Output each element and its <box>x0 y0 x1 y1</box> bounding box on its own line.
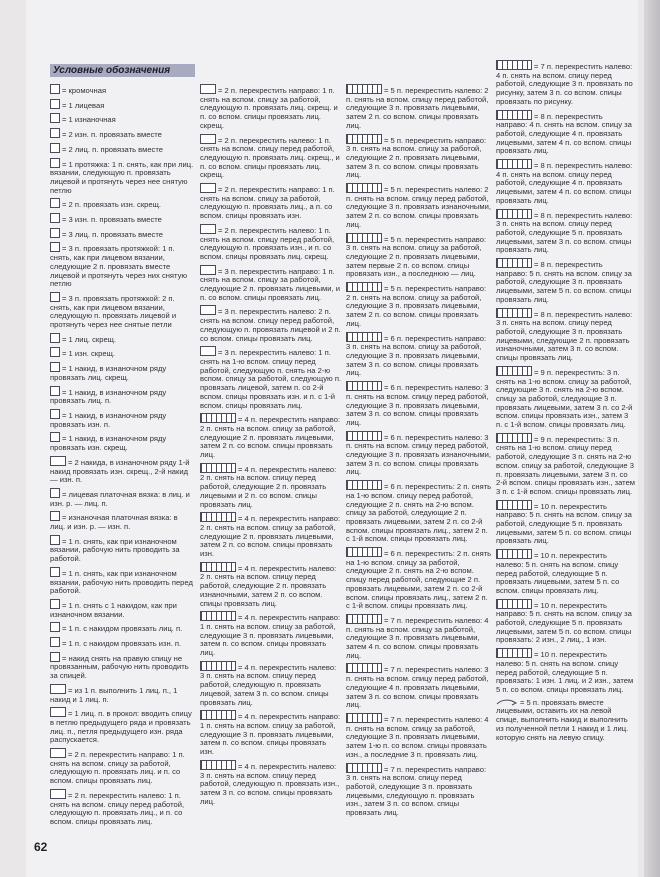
purl-icon <box>50 113 60 123</box>
cross-7-right-icon <box>346 663 382 673</box>
legend-item-text: = 3 п. провязать протяжкой: 1 п. снять, как при лицевом вязании, следующие 2 п. провязать вместе лицевой и протянуть через них снятую петлю <box>50 244 190 289</box>
legend-item <box>50 198 194 210</box>
legend-item-text: = 8 п. перекрестить направо: 4 п. снять на вспом. спицу за работой, следующие 4 п. провязать лицевыми, затем 4 п. со вспом. спицы провязать лиц. <box>496 111 634 156</box>
legend-item <box>496 366 636 430</box>
legend-item <box>200 183 342 221</box>
legend-item <box>50 128 194 140</box>
legend-item-text: = 9 п. перекрестить: 3 п. снять на 1-ю вспом. спицу перед работой, следующие 3 п. снять на 2-ю вспом. спицу за работой, следующие 3 п. провязать лицевыми, затем 3 п. со 2-й вспом. спицы провязать изн., затем 3 п. с 1-й вспом. спицы провязать лиц. <box>496 434 638 496</box>
cross-7-left-icon <box>346 614 382 624</box>
slip-purlwise-front-icon <box>50 567 60 577</box>
cross-8-right-5-3-icon <box>496 258 532 268</box>
legend-item <box>346 713 492 760</box>
legend-item-text: = 1 п. с накидом провязать лиц. п. <box>62 624 183 634</box>
knit-tbl-icon <box>50 333 60 343</box>
cross-2-left-icon <box>50 789 66 799</box>
legend-item <box>50 228 194 240</box>
legend-item <box>50 567 194 596</box>
legend-item-text: = 6 п. перекрестить: 2 п. снять на 1-ю вспом. спицу за работой, следующие 2 п. снять на 2-ю вспом. спицу перед работой, следующие 2 п. провязать лицевыми, затем 2 п. со 2-й вспом. спицы провязать лиц., затем 2 п. с 1-й вспом. спицы провязать лиц. <box>346 549 494 611</box>
legend-item-text: = 3 п. перекрестить налево: 2 п. снять на вспом. спицу перед работой, следующую п. провязать лицевой и 2 п. со вспом. спицы провязать лиц. <box>200 307 343 343</box>
legend-item-text: = изнаночная платочная вязка: в лиц. и изн. р. — изн. п. <box>50 513 180 532</box>
increase-one-to-three-icon <box>50 684 66 694</box>
legend-item <box>200 305 342 343</box>
legend-item <box>50 143 194 155</box>
legend-item <box>200 562 342 609</box>
legend-item <box>496 110 636 157</box>
cross-8-left-icon <box>496 159 532 169</box>
slip-purlwise-icon <box>50 535 60 545</box>
cross-4-right-1-3-purl-icon <box>200 710 236 720</box>
legend-item <box>50 535 194 564</box>
legend-item <box>496 500 636 547</box>
legend-item <box>496 599 636 646</box>
legend-item-text: = 1 п. снять, как при изнаночном вязании, рабочую нить проводить перед работой. <box>50 568 196 596</box>
legend-item <box>50 748 194 786</box>
cross-9-right-icon <box>496 366 532 376</box>
slip-knit-pass-icon <box>50 158 60 168</box>
page-number: 62 <box>34 840 48 854</box>
legend-item-text: = 4 п. перекрестить направо: 2 п. снять на вспом. спицу за работой, следующие 2 п. провязать лицевыми, затем 2 п. со вспом. спицы провязать изн. <box>200 514 343 559</box>
legend-item <box>50 242 194 289</box>
cross-6-right-icon <box>346 332 382 342</box>
legend-item-text: = 5 п. перекрестить направо: 2 п. снять на вспом. спицу за работой, следующие 3 п. провязать лицевыми, затем 2 п. со вспом. спицы провязать лиц. <box>346 284 489 328</box>
legend-item <box>346 134 492 181</box>
legend-item-text: = 1 п. снять с 1 накидом, как при изнаночном вязании. <box>50 600 180 619</box>
legend-column-2 <box>200 84 342 809</box>
legend-item <box>200 265 342 303</box>
yarn-over-purl-tbl-icon <box>50 432 60 442</box>
legend-item-text: = 10 п. перекрестить налево: 5 п. снять на вспом. спицу перед работой, следующие 5 п. провязать лицевыми, затем 5 п. со вспом. спицы провязать лиц. <box>496 551 622 595</box>
legend-item <box>200 224 342 262</box>
legend-item <box>346 282 492 329</box>
legend-item-text: = 2 п. перекрестить налево: 1 п. снять на вспом. спицу перед работой, следующую п. провязать изн., и п. со вспом. спицы провязать лиц. скрещ. <box>200 225 337 261</box>
legend-item-text: = 1 накид, в изнаночном ряду провязать лиц. скрещ. <box>50 364 169 382</box>
legend-item <box>50 707 194 745</box>
legend-item <box>200 413 342 460</box>
cross-3-left-center-icon <box>200 346 216 356</box>
cross-6-left-purl-icon <box>346 431 382 441</box>
legend-item-text: = 1 накид, в изнаночном ряду провязать изн. скрещ. <box>50 434 169 453</box>
cross-4-left-3-1-purl-icon <box>200 760 236 770</box>
double-decrease-icon <box>50 242 60 252</box>
cross-10-right-purl-icon <box>496 599 532 609</box>
legend-item-text: = 2 изн. п. провязать вместе <box>62 130 162 140</box>
legend-item-text: = 2 п. перекрестить налево: 1 п. снять на вспом. спицу перед работой, следующую п. провязать лиц. скрещ., и п. со вспом. спицы провязать лиц. скрещ. <box>200 135 342 180</box>
legend-item-text: = 8 п. перекрестить налево: 3 п. снять на вспом. спицу перед работой, следующие 3 п. провязать лицевыми, следующие 2 п. провязать изнаночными, затем 3 п. со вспом. спицы провязать лиц. <box>496 309 635 363</box>
legend-item-text: = 1 лицевая <box>62 100 105 110</box>
legend-item-text: = 4 п. перекрестить направо: 1 п. снять на вспом. спицу за работой, следующие 3 п. провязать лицевыми, затем п. со вспом. спицы провязать лиц. <box>200 613 343 658</box>
cross-8-right-icon <box>496 110 532 120</box>
legend-item <box>346 233 492 280</box>
legend-item <box>346 547 492 611</box>
pull-loop-arrow-icon <box>496 698 518 706</box>
k2tog-icon <box>50 143 60 153</box>
cross-9-left-icon <box>496 433 532 443</box>
reverse-stockinette-icon <box>50 511 60 521</box>
cross-4-left-3-1-icon <box>200 661 236 671</box>
cross-2-left-crossed-icon <box>200 134 216 144</box>
legend-item <box>496 258 636 305</box>
legend-item-text: = 10 п. перекрестить налево: 5 п. снять на вспом. спицу перед работой, следующие 5 п. провязать: 1 изн. 1 лиц. и 2 изн., затем 5 п. со вспом. спицы провязать лиц. <box>496 650 636 694</box>
legend-item-text: = 1 накид, в изнаночном ряду провязать лиц. п. <box>50 387 169 406</box>
double-yarn-over-icon <box>50 456 66 466</box>
p2tog-crossed-icon <box>50 198 60 208</box>
legend-item <box>496 433 636 497</box>
cross-3-right-icon <box>200 265 216 275</box>
legend-item <box>346 763 492 818</box>
cross-6-center-left-icon <box>346 547 382 557</box>
legend-item-text: = 4 п. перекрестить направо: 1 п. снять на вспом. спицу за работой, следующие 3 п. провязать лицевыми, затем п. со вспом. спицы провязать изн. <box>200 712 343 757</box>
legend-item <box>50 347 194 359</box>
legend-item-text: = 5 п. перекрестить налево: 2 п. снять на вспом. спицу перед работой, следующие 3 п. провязать изнаночными, затем 2 п. со вспом. спицы провязать лиц. <box>346 185 494 229</box>
legend-item <box>50 637 194 649</box>
legend-item-text: = 7 п. перекрестить налево: 4 п. снять на вспом. спицу за работой, следующие 3 п. провязать лицевыми, затем 1-ю п. со вспом. спицы провязать изн., а последние 3 п. провязать лиц. <box>346 715 491 759</box>
legend-item <box>50 99 194 111</box>
legend-item <box>346 614 492 661</box>
legend-item <box>50 684 194 704</box>
yarn-over-knit-icon <box>50 386 60 396</box>
cross-7-left-purl-icon <box>346 713 382 723</box>
legend-item <box>496 698 636 743</box>
legend-item-text: = 9 п. перекрестить: 3 п. снять на 1-ю вспом. спицу за работой, следующие 3 п. снять на 2-ю вспом. спицу за работой, следующие 3 п. провязать лицевыми, затем 3 п. со 2-й вспом. спицы провязать изн., затем 3 п. с 1-й вспом. спицы провязать лиц. <box>496 367 635 430</box>
legend-item <box>346 431 492 478</box>
legend-item-text: = лицевая платочная вязка: в лиц. и изн. р. — лиц. п. <box>50 489 192 508</box>
legend-item <box>496 159 636 206</box>
cross-4-right-purl-icon <box>200 512 236 522</box>
cross-6-left-icon <box>346 381 382 391</box>
legend-item-text: = 1 лиц. скрещ. <box>62 334 117 344</box>
cross-5-right-purl-icon <box>346 233 382 243</box>
legend-item <box>200 710 342 757</box>
edge-stitch-icon <box>50 84 60 94</box>
cross-4-right-icon <box>200 413 236 423</box>
legend-item-text: = 1 изн. скрещ. <box>62 349 115 359</box>
cross-10-right-icon <box>496 500 532 510</box>
stitch-with-yo-purl-icon <box>50 637 60 647</box>
double-decrease-alt-icon <box>50 292 60 302</box>
cross-4-right-1-3-icon <box>200 611 236 621</box>
legend-item <box>200 346 342 410</box>
legend-title: Условные обозначения <box>50 64 195 77</box>
cross-7-pattern-icon <box>496 60 532 70</box>
legend-item <box>50 599 194 619</box>
legend-item-text: = 7 п. перекрестить налево: 4 п. снять на вспом. спицу за работой, следующие 3 п. провязать лицевыми, затем 4 п. со вспом. спицы провязать лиц. <box>346 615 491 660</box>
legend-item <box>346 480 492 544</box>
elongated-knit-icon <box>50 707 66 717</box>
legend-item-text: = 2 п. перекрестить направо: 1 п. снять на вспом. спицу за работой, следующую п. провязать лиц. и п. со вспом. спицы провязать лиц. <box>50 750 187 786</box>
cross-3-left-icon <box>200 305 216 315</box>
legend-item <box>496 308 636 363</box>
legend-item-text: = 8 п. перекрестить направо: 5 п. снять на вспом. спицу за работой, следующие 3 п. провязать лицевыми, затем 5 п. со вспом. спицы провязать лиц. <box>496 260 634 304</box>
legend-item-text: = 10 п. перекрестить направо: 5 п. снять на вспом. спицу за работой, следующие 5 п. провязать лицевыми, затем 5 п. со вспом. спицы провязать лиц. <box>496 501 634 546</box>
yarn-over-right-needle-icon <box>50 652 60 662</box>
legend-column-1 <box>50 84 194 830</box>
cross-2-right-icon <box>50 748 66 758</box>
cross-5-left-icon <box>346 84 382 94</box>
legend-item <box>50 84 194 96</box>
legend-item-text: = 7 п. перекрестить налево: 4 п. снять на вспом. спицу перед работой, следующие 3 п. провязать по рисунку, затем 3 п. со вспом. спицы провязать по рисунку. <box>496 62 635 106</box>
legend-item <box>200 661 342 708</box>
legend-item-text: = 1 п. снять, как при изнаночном вязании, рабочую нить проводить за работой. <box>50 536 182 564</box>
legend-item-text: = 5 п. перекрестить налево: 2 п. снять на вспом. спицу перед работой, следующие 3 п. провязать лицевыми, затем 2 п. со вспом. спицы провязать лиц. <box>346 86 491 130</box>
stockinette-icon <box>50 488 60 498</box>
stitch-with-yo-knit-icon <box>50 622 60 632</box>
purl-tbl-icon <box>50 347 60 357</box>
cross-8-left-purl-icon <box>496 308 532 318</box>
legend-item-text: = 2 п. перекрестить направо: 1 п. снять на вспом. спицу за работой, следующую п. провязать лиц., а п. со вспом. спицы провязать изн. <box>200 185 337 221</box>
cross-10-left-purl-icon <box>496 648 532 658</box>
legend-item <box>50 652 194 681</box>
p2tog-icon <box>50 128 60 138</box>
legend-item <box>346 332 492 379</box>
legend-item-text: = накид снять на правую спицу не провязанным, рабочую нить проводить за спицей. <box>50 653 191 681</box>
legend-item-text: = 8 п. перекрестить налево: 4 п. снять на вспом. спицу перед работой, следующие 4 п. провязать лицевыми, затем 4 п. со вспом. спицы провязать лиц. <box>496 161 635 205</box>
legend-item-text: = 4 п. перекрестить налево: 2 п. снять на вспом. спицу перед работой, следующие 2 п. провязать изнаночными, затем 2 п. со вспом. спицы провязать лиц. <box>200 563 339 608</box>
legend-item <box>50 511 194 531</box>
legend-item <box>346 84 492 131</box>
legend-item-text: = 1 накид, в изнаночном ряду провязать изн. п. <box>50 410 169 429</box>
legend-item-text: = 3 лиц. п. провязать вместе <box>62 229 163 239</box>
legend-item-text: = 4 п. перекрестить налево: 3 п. снять на вспом. спицу перед работой, следующую п. провязать лицевой, затем 3 п. со вспом. спицы провязать лиц. <box>200 662 339 707</box>
legend-item <box>346 381 492 428</box>
cross-4-left-icon <box>200 463 236 473</box>
cross-2-left-purl-icon <box>200 224 216 234</box>
legend-item-text: = кромочная <box>62 86 107 95</box>
legend-item <box>200 512 342 559</box>
legend-item-text: = 4 п. перекрестить налево: 3 п. снять на вспом. спицу перед работой, следующую п. провязать изн., затем 3 п. со вспом. спицы провязать лиц. <box>200 761 342 806</box>
legend-item <box>496 549 636 596</box>
cross-5-left-purl-icon <box>346 183 382 193</box>
legend-item-text: = 2 накида, в изнаночном ряду 1-й накид провязать изн. скрещ., 2-й накид — изн. п. <box>50 457 192 485</box>
cross-6-center-right-icon <box>346 480 382 490</box>
legend-item-text: = 6 п. перекрестить направо: 3 п. снять на вспом. спицу за работой, следующие 3 п. провязать лицевыми, затем 3 п. со вспом. спицы провязать лиц. <box>346 333 489 378</box>
legend-item-text: = 6 п. перекрестить налево: 3 п. снять на вспом. спицу перед работой, следующие 3 п. провязать лицевыми, затем 3 п. со вспом. спицы провязать лиц. <box>346 383 491 427</box>
legend-item-text: = из 1 п. выполнить 1 лиц. п., 1 накид и 1 лиц. п. <box>50 685 180 704</box>
legend-column-3 <box>346 84 492 821</box>
legend-item <box>200 760 342 807</box>
legend-item <box>50 456 194 485</box>
legend-item-text: = 4 п. перекрестить направо: 2 п. снять на вспом. спицу за работой, следующие 2 п. провязать лицевыми, затем 2 п. со вспом. спицы провязать лиц. <box>200 415 343 460</box>
legend-item <box>50 409 194 429</box>
legend-item-text: = 1 лиц. п. в прокол: вводить спицу в петлю предыдущего ряда и провязать лиц. п., петля предыдущего изн. ряда распускается. <box>50 709 194 745</box>
yarn-over-purl-icon <box>50 409 60 419</box>
cross-10-left-icon <box>496 549 532 559</box>
legend-item-text: = 2 лиц. п. провязать вместе <box>62 144 163 154</box>
p3tog-icon <box>50 213 60 223</box>
knit-icon <box>50 99 60 109</box>
legend-item <box>200 84 342 131</box>
legend-item <box>200 611 342 658</box>
slip-with-yo-icon <box>50 599 60 609</box>
legend-item-text: = 1 протяжка: 1 п. снять, как при лиц. вязании, следующую п. провязать лицевой и протянуть через нее снятую петлю <box>50 159 196 195</box>
legend-item <box>346 663 492 710</box>
legend-item <box>50 292 194 330</box>
legend-item-text: = 10 п. перекрестить направо: 5 п. снять на вспом. спицу за работой, следующие 5 п. провязать лицевыми, затем 5 п. со вспом. спицы провязать: 2 изн., 2 лиц., 1 изн. <box>496 600 634 645</box>
legend-item <box>496 209 636 256</box>
legend-item <box>50 432 194 452</box>
legend-item <box>50 113 194 125</box>
legend-item-text: = 1 п. с накидом провязать изн. п. <box>62 639 182 649</box>
legend-item-text: = 3 изн. п. провязать вместе <box>62 215 162 225</box>
legend-item-text: = 7 п. перекрестить направо: 3 п. снять на вспом. спицу перед работой, следующие 3 п. провязать лицевыми, следующую п. провязать изн., затем 3 п. со вспом. спицы провязать лиц. <box>346 764 489 818</box>
page-spine <box>644 0 660 877</box>
legend-item-text: = 7 п. перекрестить налево: 3 п. снять на вспом. спицу перед работой, следующие 4 п. провязать лицевыми, затем 3 п. со вспом. спицы провязать лиц. <box>346 665 491 710</box>
legend-item-text: = 5 п. перекрестить направо: 3 п. снять на вспом. спицу за работой, следующие 2 п. провязать лицевыми, затем первые 2 п. со вспом. спицы провязать изн., а последнюю — лиц. <box>346 234 489 279</box>
cross-2-right-purl-icon <box>200 183 216 193</box>
cross-4-left-purl-icon <box>200 562 236 572</box>
legend-item-text: = 3 п. провязать протяжкой: 2 п. снять, как при лицевом вязании, следующую п. провязать лицевой и протянуть через нее снятые петли <box>50 293 179 330</box>
legend-item <box>496 60 636 107</box>
k3tog-icon <box>50 228 60 238</box>
legend-item <box>496 648 636 695</box>
legend-item <box>50 622 194 634</box>
legend-column-4 <box>496 60 636 745</box>
cross-7-right-purl-icon <box>346 763 382 773</box>
legend-item-text: = 4 п. перекрестить налево: 2 п. снять на вспом. спицу перед работой, следующие 2 п. провязать лицевыми и 2 п. со вспом. спицы провязать лиц. <box>200 464 339 509</box>
legend-item <box>200 134 342 181</box>
legend-item-text: = 2 п. перекрестить налево: 1 п. снять на вспом. спицу перед работой, следующую п. провязать лиц., и п. со вспом. спицы провязать лиц. <box>50 790 187 826</box>
cross-5-right-icon <box>346 134 382 144</box>
legend-item <box>200 463 342 510</box>
legend-item <box>50 789 194 827</box>
legend-item-text: = 5 п. провязать вместе лицевыми, оставить их на левой спице, выполнить накид и выполнить из полученной петли 1 накид и 1 лиц. которую снять на левую спицу. <box>496 697 631 742</box>
legend-item <box>50 213 194 225</box>
legend-item-text: = 3 п. перекрестить направо: 1 п. снять на вспом. спицу за работой, следующие 2 п. провязать лицевыми, и п. со вспом. спицы провязать лиц. <box>200 266 343 302</box>
legend-item <box>50 386 194 406</box>
legend-item-text: = 2 п. перекрестить направо: 1 п. снять на вспом. спицу за работой, следующую п. провязать лиц. скрещ. и п. со вспом. спицы провязать лиц. скрещ. <box>200 86 340 130</box>
legend-item <box>346 183 492 230</box>
legend-item-text: = 6 п. перекрестить: 2 п. снять на 1-ю вспом. спицу перед работой, следующие 2 п. снять на 2-ю вспом. спицу за работой, следующие 2 п. провязать лицевыми, затем 2 п. со 2-й вспом. спицы провязать лиц., затем 2 п. с 1-й вспом. спицы провязать лиц. <box>346 482 494 544</box>
legend-item-text: = 6 п. перекрестить налево: 3 п. снять на вспом. спицу перед работой, следующие 3 п. провязать изнаночными, затем 3 п. со вспом. спицы провязать лиц. <box>346 432 494 477</box>
legend-item-text: = 3 п. перекрестить налево: 1 п. снять на 1-ю вспом. спицу перед работой, следующую п. снять на 2-ю вспом. спицу за работой, следующую п. провязать лицевой, затем п. со 2-й вспом. спицы провязать изн. и п. с 1-й вспом. спицы провязать лиц. <box>200 348 344 410</box>
cross-2-right-crossed-icon <box>200 84 216 94</box>
yarn-over-icon <box>50 362 60 372</box>
legend-item-text: = 2 п. провязать изн. скрещ. <box>62 200 161 210</box>
legend-item-text: = 1 изнаночная <box>62 115 116 125</box>
cross-8-left-3-5-icon <box>496 209 532 219</box>
legend-item <box>50 362 194 382</box>
legend-item-text: = 8 п. перекрестить налево: 3 п. снять на вспом. спицу перед работой, следующие 5 п. провязать лицевыми, затем 3 п. со вспом. спицы провязать лиц. <box>496 210 635 255</box>
legend-item <box>50 333 194 345</box>
legend-item <box>50 158 194 196</box>
cross-5-right-2-3-icon <box>346 282 382 292</box>
legend-item-text: = 5 п. перекрестить направо: 3 п. снять на вспом. спицу за работой, следующие 2 п. провязать лицевыми, затем 3 п. со вспом. спицы провязать лиц. <box>346 135 489 180</box>
legend-item <box>50 488 194 508</box>
